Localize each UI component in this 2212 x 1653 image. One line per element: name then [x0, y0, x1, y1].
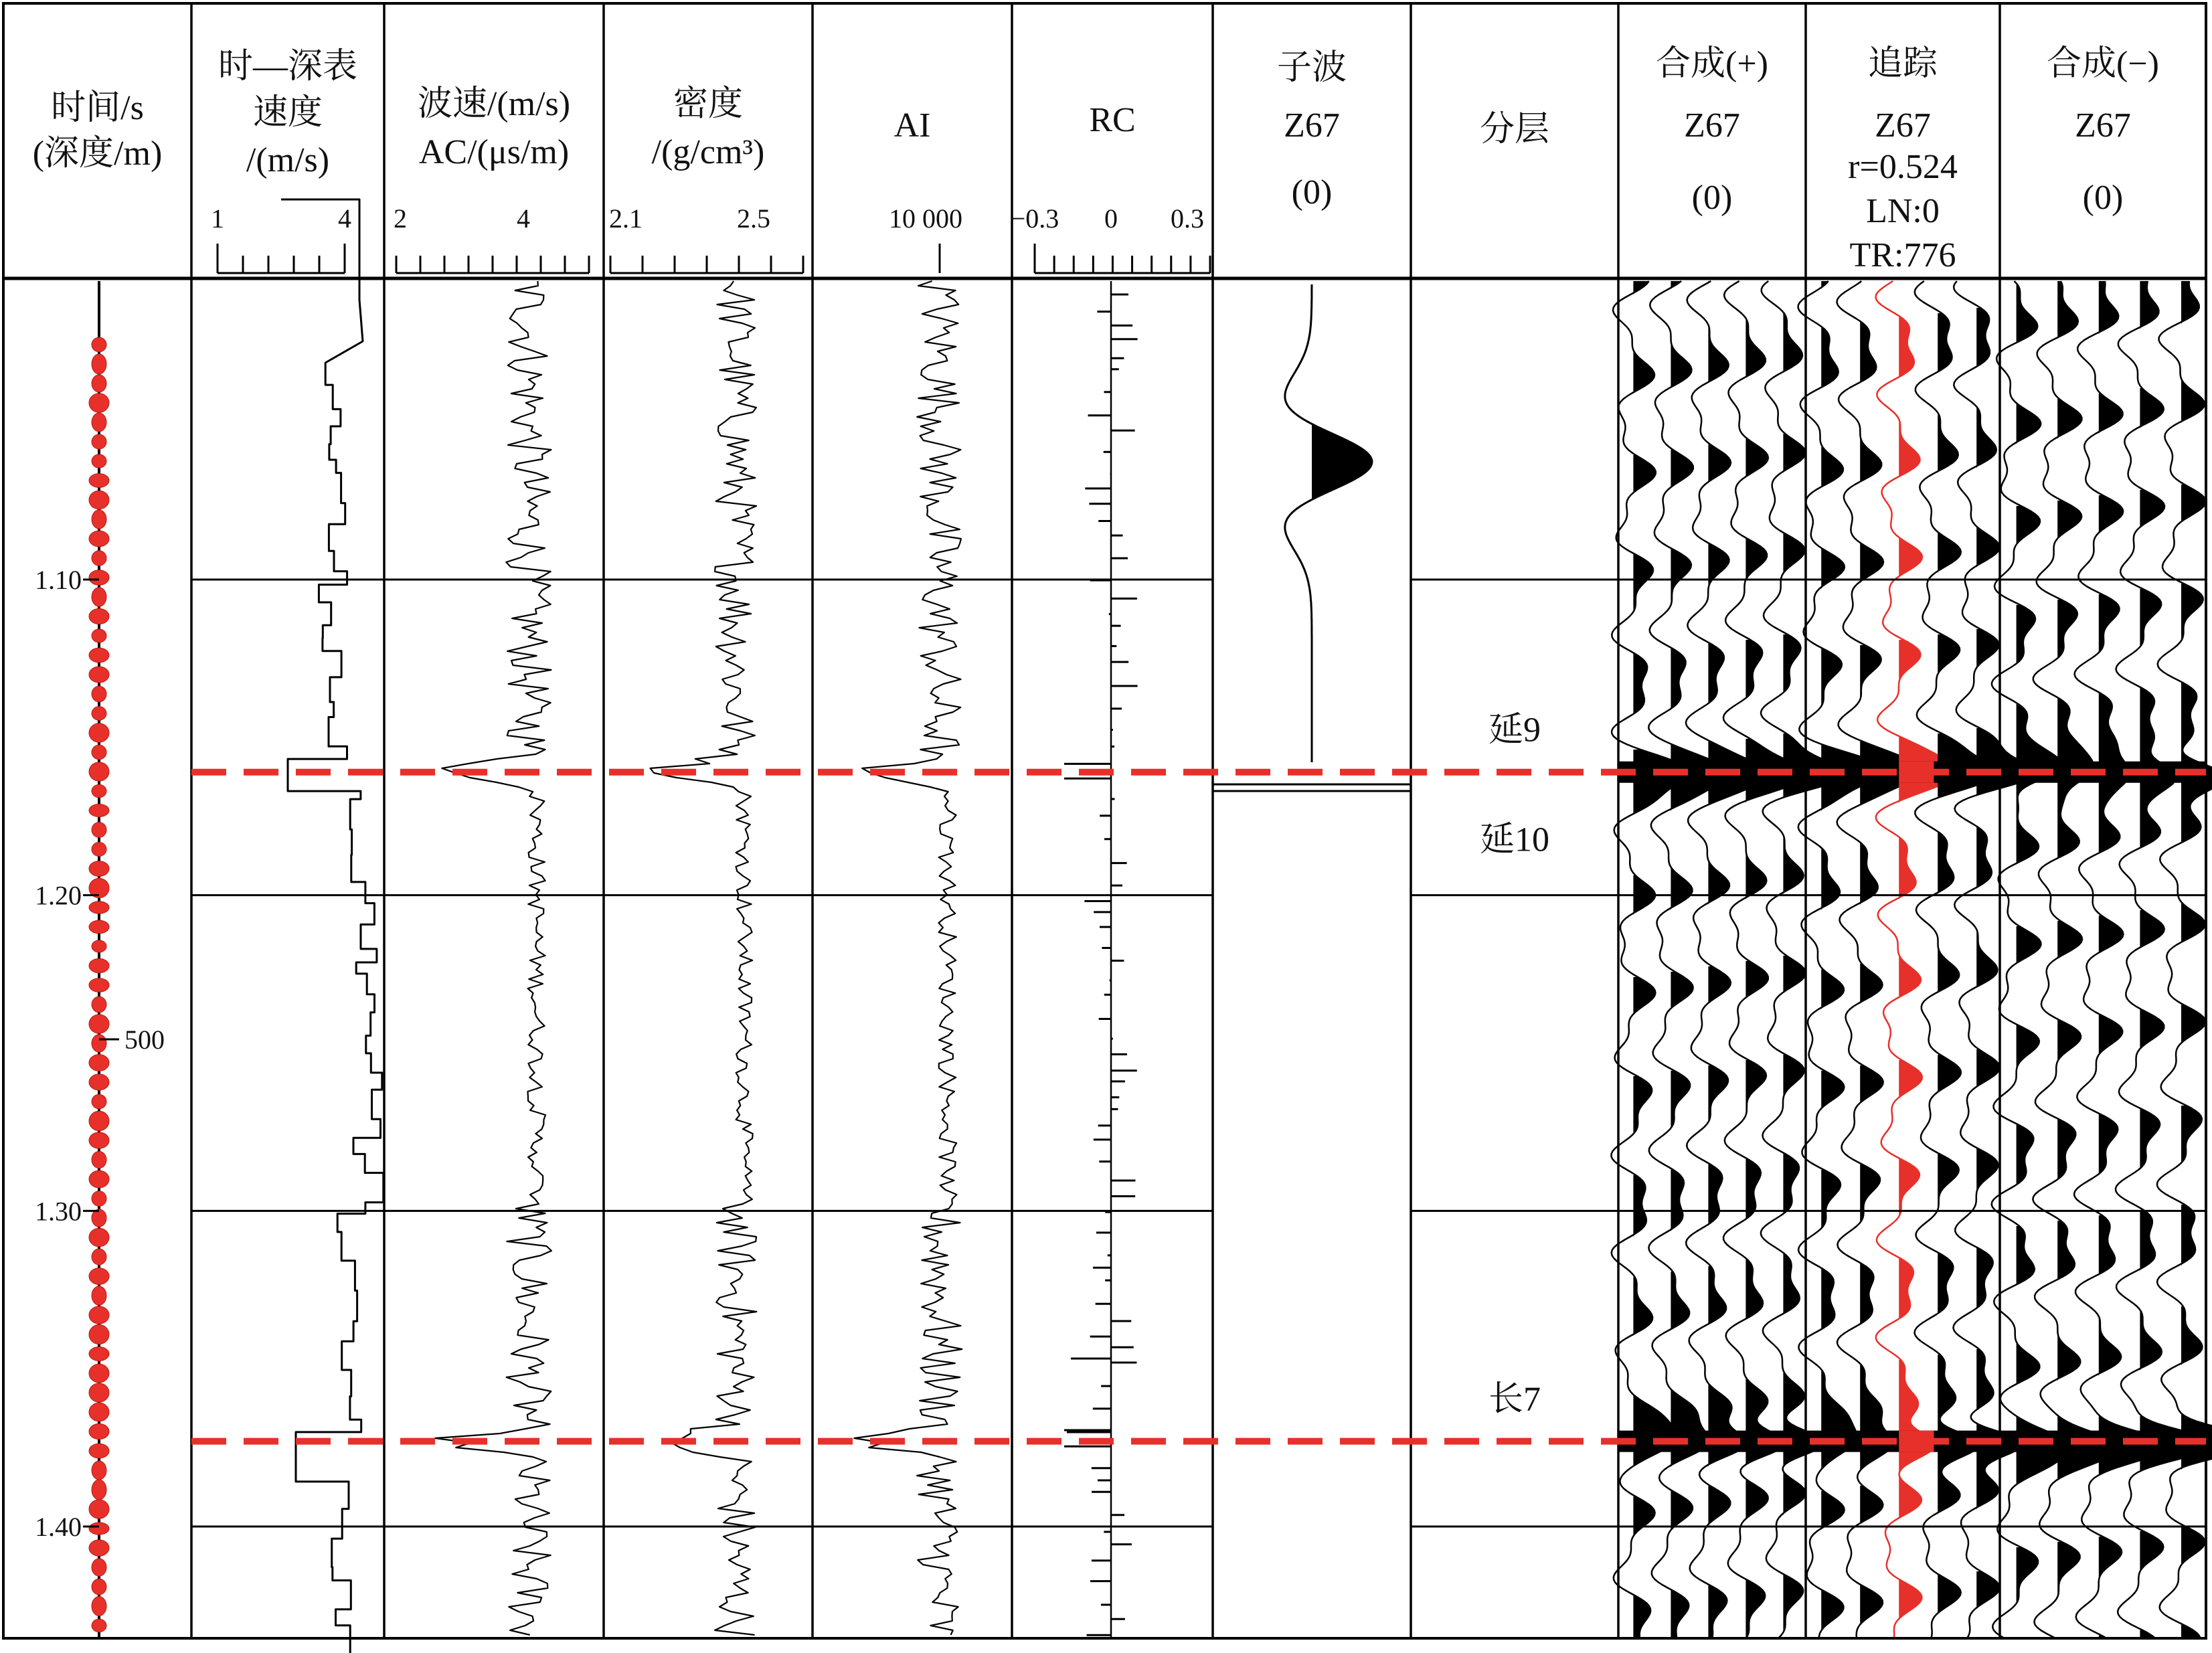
- depth-sample-marker: [92, 510, 106, 529]
- trace-stat: LN:0: [1866, 192, 1940, 230]
- depth-sample-marker: [92, 1249, 106, 1265]
- header-synneg-line: Z67: [2075, 106, 2131, 145]
- depth-sample-marker: [92, 1619, 106, 1632]
- header-wavelet-line: 子波: [1276, 49, 1347, 87]
- depth-sample-marker: [92, 354, 106, 374]
- depth-sample-marker: [92, 1596, 106, 1616]
- depth-sample-marker: [92, 842, 106, 856]
- depth-sample-marker: [89, 1228, 109, 1247]
- depth-sample-marker: [89, 978, 109, 992]
- depth-sample-marker: [89, 1074, 109, 1090]
- trace-stat: r=0.524: [1848, 148, 1958, 186]
- layer-label: 延9: [1488, 711, 1541, 750]
- depth-sample-marker: [89, 1055, 109, 1071]
- depth-sample-marker: [92, 434, 106, 449]
- depth-sample-marker: [89, 1170, 109, 1188]
- depth-sample-marker: [89, 1324, 109, 1344]
- depth-sample-marker: [89, 1522, 109, 1535]
- time-tick-label: 1.20: [35, 880, 82, 911]
- depth-sample-marker: [89, 762, 109, 781]
- depth-sample-marker: [92, 784, 106, 797]
- depth-sample-marker: [92, 1559, 106, 1576]
- scale-label: 2.5: [737, 203, 770, 234]
- scale-label: 10 000: [889, 203, 962, 234]
- depth-sample-marker: [89, 531, 109, 547]
- depth-sample-marker: [92, 1094, 106, 1109]
- depth-sample-marker: [92, 686, 106, 702]
- header-ac-line: 波速/(m/s): [417, 85, 571, 123]
- depth-sample-marker: [89, 1347, 109, 1361]
- header-ac-line: AC/(μs/m): [418, 133, 570, 171]
- depth-sample-marker: [89, 1540, 109, 1556]
- depth-sample-marker: [89, 1132, 109, 1148]
- depth-sample-marker: [89, 474, 109, 488]
- depth-sample-marker: [89, 1403, 109, 1421]
- header-trace-line: Z67: [1875, 106, 1931, 145]
- depth-sample-marker: [89, 1268, 109, 1285]
- depth-sample-marker: [89, 958, 109, 972]
- depth-sample-marker: [89, 920, 109, 934]
- depth-sample-marker: [92, 1480, 106, 1500]
- depth-sample-marker: [89, 648, 109, 663]
- header-synpos-line: 合成(+): [1656, 45, 1768, 83]
- depth-sample-marker: [89, 1111, 109, 1130]
- depth-sample-marker: [89, 901, 109, 913]
- depth-sample-marker: [89, 1364, 109, 1383]
- depth-sample-marker: [89, 861, 109, 877]
- depth-sample-marker: [92, 337, 106, 352]
- depth-sample-marker: [89, 608, 109, 624]
- depth-sample-marker: [89, 1500, 109, 1518]
- depth-sample-marker: [92, 707, 106, 721]
- scale-label: 0: [1104, 203, 1118, 234]
- header-trace-line: 追踪: [1867, 45, 1938, 83]
- depth-sample-marker: [92, 454, 106, 468]
- depth-sample-marker: [92, 1579, 106, 1595]
- header-tdvel-line: /(m/s): [246, 141, 330, 179]
- depth-sample-marker: [92, 1286, 106, 1305]
- header-den-line: 密度: [673, 85, 744, 123]
- header-time-line: 时间/s: [51, 89, 144, 127]
- depth-sample-marker: [89, 570, 109, 585]
- scale-label: 0.3: [1171, 203, 1204, 234]
- depth-sample-marker: [89, 804, 109, 816]
- layer-label: 延10: [1479, 820, 1550, 859]
- depth-sample-marker: [92, 745, 106, 760]
- depth-sample-marker: [89, 1306, 109, 1324]
- depth-label: 500: [124, 1025, 165, 1055]
- header-den-line: /(g/cm³): [651, 133, 765, 171]
- header-synpos-line: (0): [1691, 179, 1733, 217]
- header-synneg-line: (0): [2082, 179, 2124, 217]
- depth-sample-marker: [89, 667, 109, 683]
- scale-label: 1: [211, 203, 224, 234]
- header-ai-line: AI: [894, 106, 931, 145]
- depth-sample-marker: [89, 394, 109, 413]
- depth-sample-marker: [89, 1383, 109, 1402]
- scale-label: −0.3: [1010, 203, 1059, 234]
- time-tick-label: 1.30: [35, 1196, 82, 1227]
- depth-sample-marker: [89, 1015, 109, 1033]
- header-synneg-line: 合成(−): [2047, 45, 2159, 83]
- depth-sample-marker: [92, 413, 106, 432]
- scale-label: 4: [517, 203, 530, 234]
- depth-sample-marker: [89, 491, 109, 509]
- depth-sample-marker: [92, 822, 106, 838]
- depth-sample-marker: [92, 1461, 106, 1480]
- scale-label: 2.1: [609, 203, 643, 234]
- depth-sample-marker: [92, 1035, 106, 1052]
- header-synpos-line: Z67: [1684, 106, 1740, 145]
- header-wavelet-line: Z67: [1284, 106, 1340, 145]
- depth-sample-marker: [89, 1444, 109, 1458]
- header-layer-line: 分层: [1479, 110, 1550, 149]
- depth-sample-marker: [92, 1151, 106, 1168]
- depth-sample-marker: [92, 588, 106, 606]
- depth-sample-marker: [92, 1191, 106, 1207]
- time-tick-label: 1.40: [35, 1512, 82, 1542]
- scale-label: 2: [394, 203, 407, 234]
- header-tdvel-line: 时—深表: [218, 48, 358, 86]
- depth-sample-marker: [92, 996, 106, 1013]
- scale-label: 4: [338, 203, 351, 234]
- header-time-line: (深度/m): [32, 135, 163, 173]
- depth-sample-marker: [92, 629, 106, 642]
- depth-sample-marker: [89, 1423, 109, 1439]
- depth-sample-marker: [92, 375, 106, 392]
- header-wavelet-line: (0): [1291, 173, 1333, 211]
- depth-sample-marker: [89, 723, 109, 742]
- layer-label: 长7: [1488, 1380, 1541, 1419]
- header-tdvel-line: 速度: [252, 94, 323, 132]
- trace-stat: TR:776: [1849, 236, 1956, 274]
- time-tick-label: 1.10: [35, 565, 82, 595]
- header-rc-line: RC: [1089, 101, 1136, 139]
- depth-sample-marker: [92, 551, 106, 566]
- depth-sample-marker: [92, 940, 106, 952]
